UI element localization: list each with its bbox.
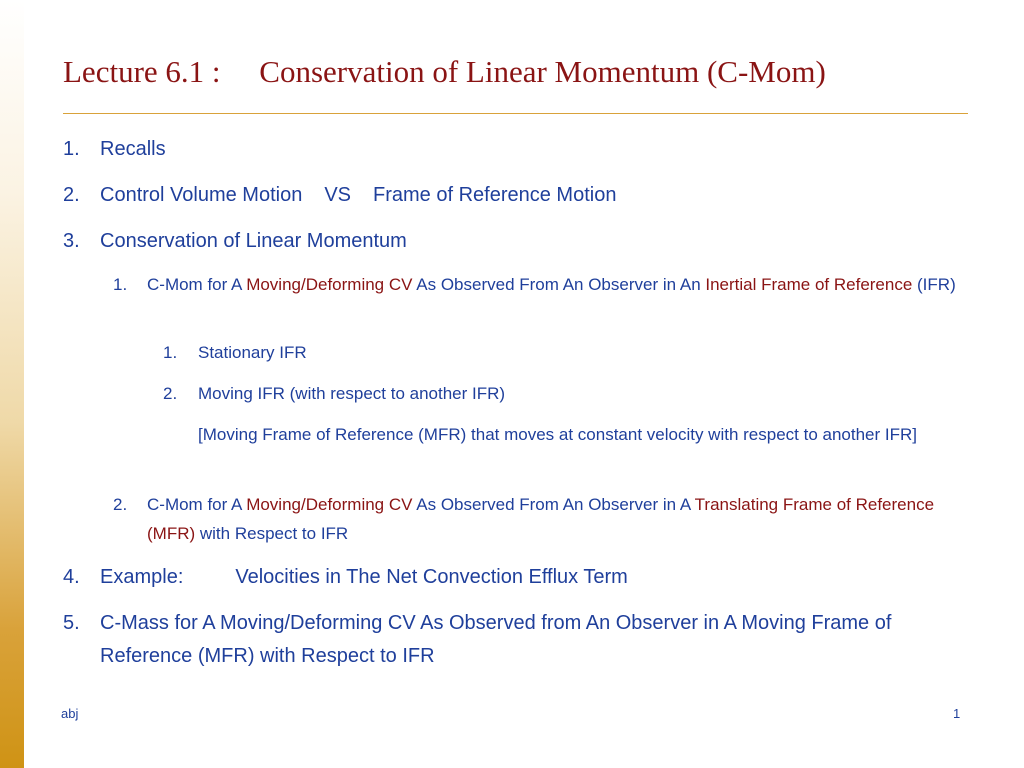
list-item-conservation — [63, 225, 943, 258]
highlight-text: Moving/Deforming CV — [246, 495, 413, 514]
list-number: 2. — [163, 384, 178, 403]
list-text — [100, 179, 943, 212]
list-item-cmom-inertial — [113, 270, 963, 299]
list-text — [147, 270, 963, 299]
list-text: Moving IFR (with respect to another IFR) — [198, 384, 506, 403]
list-number: 1. — [163, 343, 178, 362]
list-text — [147, 490, 963, 548]
list-text-part: As Observed From An Observer in An — [412, 275, 706, 294]
highlight-text: Translating Frame of Reference (MFR) — [147, 495, 935, 543]
list-text-part: Velocities in The Net Convection Efflux Term — [235, 566, 628, 588]
list-text-part: C-Mom for A — [147, 275, 247, 294]
list-text: [Moving Frame of Reference (MFR) that moves at constant velocity with respect to another IFR] — [198, 425, 917, 444]
title-topic: Conservation of Linear Momentum (C-Mom) — [259, 54, 826, 89]
footer-author: abj — [61, 706, 79, 721]
list-text: Stationary IFR — [198, 343, 307, 362]
list-text-part: Frame of Reference Motion — [373, 184, 617, 206]
list-text-part: VS — [324, 184, 352, 206]
list-text: Conservation of Linear Momentum — [100, 230, 407, 252]
list-item-moving-ifr — [163, 380, 953, 408]
highlight-text: Inertial Frame of Reference — [705, 275, 913, 294]
list-text: C-Mass for A Moving/Deforming CV As Observed from An Observer in A Moving Frame of Reference (MFR) with Respect to IFR — [100, 612, 892, 667]
list-item-stationary-ifr — [163, 339, 953, 367]
list-number: 2. — [63, 184, 80, 206]
list-text-part: As Observed From An Observer in A — [412, 495, 695, 514]
list-text-part: C-Mom for A — [147, 495, 247, 514]
list-text — [100, 561, 943, 594]
slide-number: 1 — [953, 706, 961, 721]
list-item-example — [63, 561, 943, 594]
highlight-text: Moving/Deforming CV — [246, 275, 413, 294]
list-item-cmass — [63, 607, 943, 673]
list-item-recalls — [63, 133, 943, 166]
list-number: 1. — [63, 138, 80, 160]
list-number: 2. — [113, 495, 128, 514]
example-label: Example: — [100, 566, 184, 588]
title-lecture-number: Lecture 6.1 : — [63, 54, 221, 89]
list-item-cmom-translating — [113, 490, 963, 548]
list-number: 5. — [63, 612, 80, 634]
list-item-mfr-note — [163, 421, 953, 449]
list-item-cv-vs-frame — [63, 179, 943, 212]
list-text: Recalls — [100, 138, 166, 160]
list-text-part: (IFR) — [912, 275, 956, 294]
list-text-part: Control Volume Motion — [100, 184, 303, 206]
list-number: 4. — [63, 566, 80, 588]
list-text-part: with Respect to IFR — [195, 524, 349, 543]
list-number: 3. — [63, 230, 80, 252]
list-number: 1. — [113, 275, 128, 294]
